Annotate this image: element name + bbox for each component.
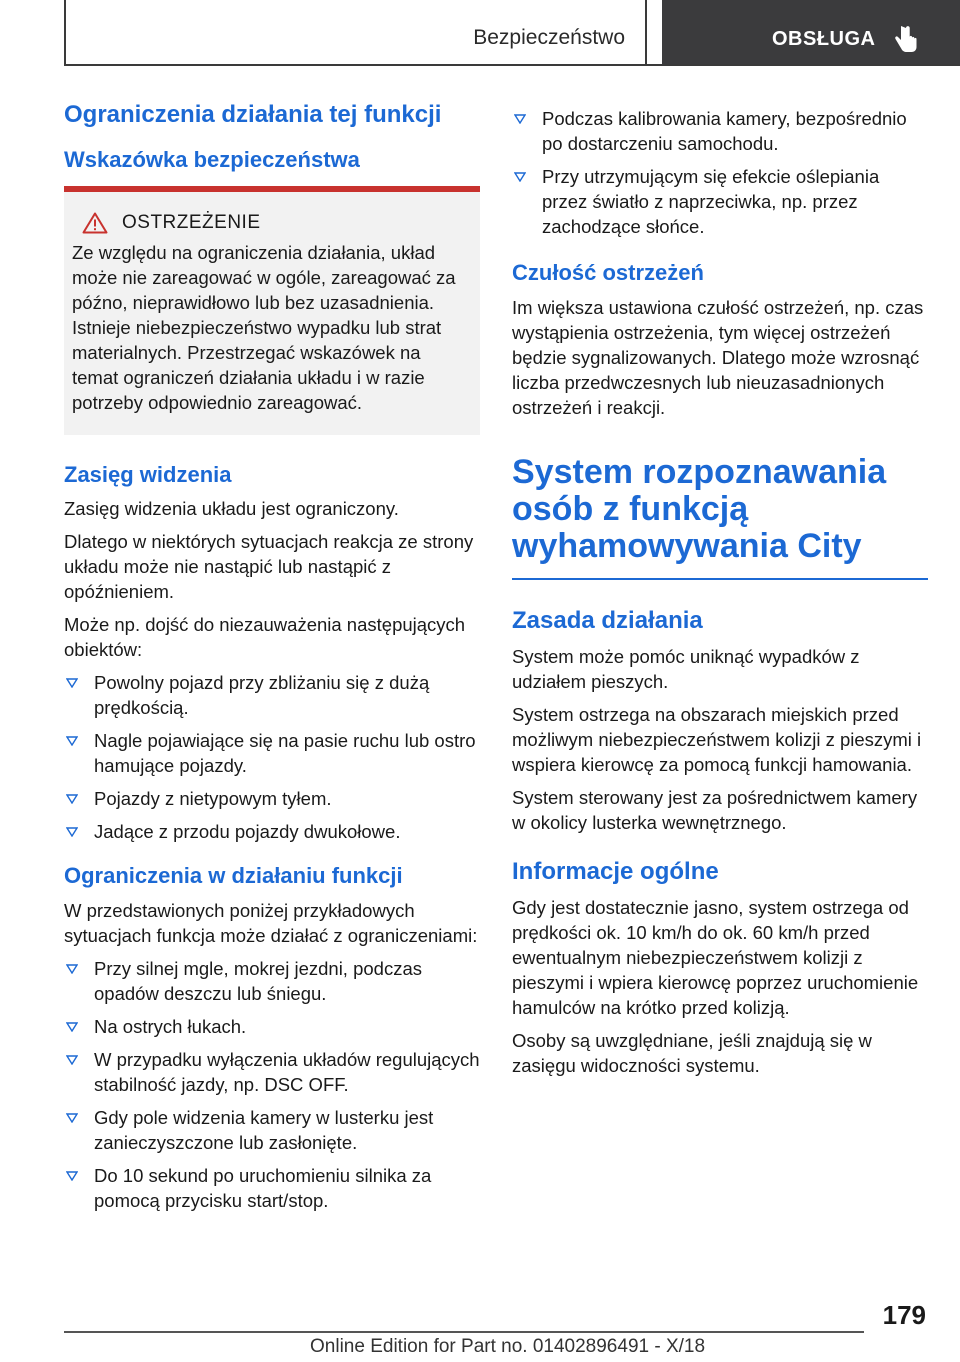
sensitivity-paragraph: Im większa ustawiona czułość ostrzeżeń, np. czas wystąpienia ostrzeżenia, tym więcej ostrzeżeń będzie sygnalizowanych. Dlatego może wzrosnąć liczba przedwczesnych lub nieuzasadnionych ostrzeżeń i reakcji. (512, 296, 924, 418)
footer-edition: Online Edition for Part no. 01402896491 - X/18 (310, 1336, 706, 1357)
triangle-bullet-icon (66, 794, 78, 804)
safety-heading: Wskazówka bezpieczeństwa (64, 147, 360, 172)
list-item: Powolny pojazd przy zbliżaniu się z dużą prędkością. (64, 670, 480, 720)
header-chapter-tab (662, 0, 960, 64)
warning-title: OSTRZEŻENIE (122, 211, 261, 233)
principle-heading: Zasada działania (512, 606, 703, 634)
list-item: Nagle pojawiające się na pasie ruchu lub ostro hamujące pojazdy. (64, 728, 480, 778)
principle-paragraph-1: System może pomóc uniknąć wypadków z udziałem pieszych. (512, 645, 860, 692)
function-limits-list-continued (512, 106, 928, 239)
system-heading: System rozpoznawania osób z funkcją wyhamowywania City (512, 452, 887, 566)
list-item: Na ostrych łukach. (64, 1014, 480, 1039)
list-item: Przy silnej mgle, mokrej jezdni, podczas opadów deszczu lub śniegu. (64, 956, 480, 1006)
triangle-bullet-icon (66, 1055, 78, 1065)
sensitivity-heading: Czułość ostrzeżeń (512, 260, 704, 285)
triangle-bullet-icon (514, 172, 526, 182)
list-item: W przypadku wyłączenia układów regulujących stabilność jazdy, np. DSC OFF. (64, 1047, 480, 1097)
hand-pointer-icon (894, 24, 920, 54)
general-paragraph-1: Gdy jest dostatecznie jasno, system ostrzega od prędkości ok. 10 km/h do ok. 60 km/h przed ewentualnym niebezpieczeństwem kolizji z pieszymi i wpiera kierowcę poprzez uruchomienie hamulców na krótko przed kolizją. (512, 896, 919, 1018)
header-chapter-title: OBSŁUGA (772, 28, 876, 50)
warning-box (64, 192, 480, 435)
triangle-bullet-icon (66, 827, 78, 837)
list-item: Jadące z przodu pojazdy dwukołowe. (64, 819, 480, 844)
list-item: Podczas kalibrowania kamery, bezpośrednio po dostarczeniu samochodu. (512, 106, 928, 156)
function-limits-heading: Ograniczenia w działaniu funkcji (64, 863, 403, 888)
range-paragraph-2: Dlatego w niektórych sytuacjach reakcja ze strony układu może nie nastąpić lub nastąpić z opóźnieniem. (64, 531, 474, 602)
warning-text: Ze względu na ograniczenia działania, układ może nie zareagować w ogóle, zareagować za późno, nieprawidłowo lub bez uzasadnienia. Istnieje niebezpieczeństwo wypadku lub strat materialnych. Przestrzegać wskazówek na temat ograniczeń działania układu i w razie potrzeby odpowiednio zareagować. (72, 241, 456, 413)
limits-heading: Ograniczenia działania tej funkcji (64, 101, 442, 128)
triangle-bullet-icon (66, 1022, 78, 1032)
right-column (512, 100, 928, 1086)
list-item: Do 10 sekund po uruchomieniu silnika za pomocą przycisku start/stop. (64, 1163, 480, 1213)
header-section-title: Bezpieczeństwo (473, 26, 625, 49)
list-item: Pojazdy z nietypowym tyłem. (64, 786, 480, 811)
principle-paragraph-3: System sterowany jest za pośrednictwem kamery w okolicy lusterka wewnętrznego. (512, 786, 918, 833)
general-paragraph-2: Osoby są uwzględniane, jeśli znajdują się w zasięgu widoczności systemu. (512, 1029, 872, 1076)
function-limits-paragraph: W przedstawionych poniżej przykładowych sytuacjach funkcja może działać z ograniczeniami: (64, 899, 478, 946)
principle-paragraph-2: System ostrzega na obszarach miejskich przed możliwym niebezpieczeństwem kolizji z pieszymi i wspiera kierowcę za pomocą funkcji hamowania. (512, 703, 922, 775)
triangle-bullet-icon (66, 736, 78, 746)
general-heading: Informacje ogólne (512, 857, 719, 885)
system-heading-rule (512, 578, 928, 580)
triangle-bullet-icon (514, 114, 526, 124)
footer-rule (64, 1331, 864, 1333)
range-list (64, 670, 480, 844)
range-heading: Zasięg widzenia (64, 461, 232, 487)
header-section-tab (64, 0, 647, 64)
page-number: 179 (882, 1300, 926, 1330)
range-paragraph-3: Może np. dojść do niezauważenia następujących obiektów: (64, 614, 466, 660)
range-paragraph-1: Zasięg widzenia układu jest ograniczony. (64, 498, 399, 519)
header-rule (64, 64, 960, 66)
list-item: Przy utrzymującym się efekcie oślepiania przez światło z naprzeciwka, np. przez zachodzące słońce. (512, 164, 928, 239)
triangle-bullet-icon (66, 1171, 78, 1181)
triangle-bullet-icon (66, 1113, 78, 1123)
triangle-bullet-icon (66, 964, 78, 974)
triangle-bullet-icon (66, 678, 78, 688)
function-limits-list (64, 956, 480, 1213)
warning-triangle-icon (82, 212, 108, 234)
warning-title-row (72, 212, 470, 234)
left-column (64, 100, 480, 1223)
list-item: Gdy pole widzenia kamery w lusterku jest zanieczyszczone lub zasłonięte. (64, 1105, 480, 1155)
